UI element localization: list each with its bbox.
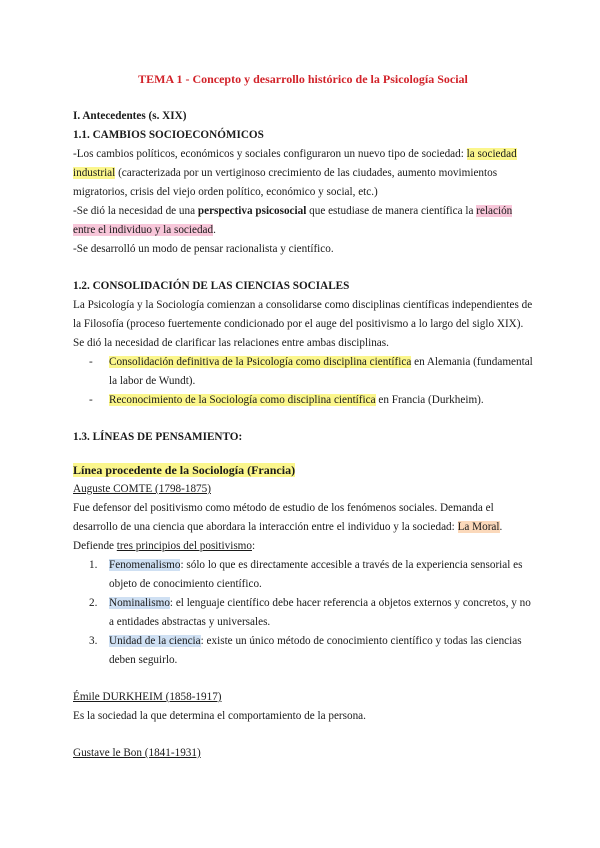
list-item — [73, 556, 533, 594]
highlight-term: Nominalismo — [109, 597, 170, 609]
text: -Los cambios políticos, económicos y sociales configuraron un nuevo tipo de sociedad: — [73, 148, 467, 160]
text: : — [251, 540, 256, 552]
text: -Se dió la necesidad de una — [73, 205, 198, 217]
list-item — [73, 391, 533, 410]
bold-perspectiva: perspectiva psicosocial — [197, 205, 307, 217]
list-number: 1. — [89, 559, 98, 571]
highlight-la-moral: La Moral — [457, 521, 500, 533]
author-comte: Auguste COMTE (1798-1875) — [73, 483, 211, 495]
text: : existe un único método de conocimiento científico y todas las ciencias deben seguirlo. — [109, 635, 522, 666]
principles-list — [73, 556, 533, 670]
list-number: 2. — [89, 597, 98, 609]
paragraph-principios — [73, 537, 533, 556]
text: Fue defensor del positivismo como método de estudio de los fenómenos sociales. Demanda el desarrollo de una ciencia que abordara la interacción entre el individuo y la sociedad: — [73, 502, 494, 533]
highlight-term: Unidad de la ciencia — [109, 635, 201, 647]
list-item — [73, 632, 533, 670]
paragraph-consolidacion: La Psicología y la Sociología comienzan a consolidarse como disciplinas científicas independientes de la Filosofía (proceso fuertemente condicionado por el auge del positivismo a lo largo del siglo XIX). — [73, 299, 533, 330]
highlight-linea-sociologia: Línea procedente de la Sociología (Francia) — [73, 463, 296, 477]
dash-bullet: - — [89, 394, 93, 406]
paragraph-racionalista: -Se desarrolló un modo de pensar racionalista y científico. — [73, 243, 334, 255]
author-le-bon: Gustave le Bon (1841-1931) — [73, 747, 201, 759]
subheading-lineas: 1.3. LÍNEAS DE PENSAMIENTO: — [73, 431, 243, 443]
paragraph-durkheim: Es la sociedad la que determina el comportamiento de la persona. — [73, 710, 366, 722]
highlight-term: Fenomenalismo — [109, 559, 181, 571]
text: que estudiase de manera científica la — [306, 205, 477, 217]
document-content — [73, 70, 533, 763]
paragraph-comte — [73, 499, 533, 537]
underline-tres-principios: tres principios del positivismo — [116, 540, 252, 552]
paragraph-relaciones: Se dió la necesidad de clarificar las relaciones entre ambas disciplinas. — [73, 337, 389, 349]
text: : el lenguaje científico debe hacer referencia a objetos externos y concretos, y no a entidades abstractas y universales. — [109, 597, 531, 628]
subheading-consolidacion: 1.2. CONSOLIDACIÓN DE LAS CIENCIAS SOCIALES — [73, 280, 350, 292]
paragraph-perspectiva — [73, 202, 533, 240]
text: . — [499, 521, 503, 533]
author-durkheim: Émile DURKHEIM (1858-1917) — [73, 691, 222, 703]
highlight-sociologia: Reconocimiento de la Sociología como disciplina científica — [109, 394, 376, 406]
text: en Alemania (fundamental la labor de Wundt). — [109, 356, 533, 387]
document-title: TEMA 1 - Concepto y desarrollo histórico de la Psicología Social — [138, 72, 468, 86]
list-item — [73, 353, 533, 391]
text: : sólo lo que es directamente accesible a través de la experiencia sensorial es objeto de conocimiento científico. — [109, 559, 523, 590]
text: (caracterizada por un vertiginoso crecimiento de las ciudades, aumento movimientos migratorios, crisis del viejo orden político, económico y social, etc.) — [73, 167, 498, 198]
dash-list — [73, 353, 533, 410]
section-heading-antecedentes: I. Antecedentes (s. XIX) — [73, 110, 187, 122]
highlight-relacion: relación entre el individuo y la sociedad — [73, 205, 513, 236]
highlight-psicologia: Consolidación definitiva de la Psicología como disciplina científica — [109, 356, 412, 368]
dash-bullet: - — [89, 356, 93, 368]
paragraph-cambios — [73, 145, 533, 202]
list-number: 3. — [89, 635, 98, 647]
text: Defiende — [73, 540, 117, 552]
text: en Francia (Durkheim). — [375, 394, 484, 406]
line-sociologia-heading — [73, 461, 533, 480]
list-item — [73, 594, 533, 632]
text: . — [213, 224, 216, 236]
subheading-cambios: 1.1. CAMBIOS SOCIOECONÓMICOS — [73, 129, 264, 141]
highlight-sociedad-industrial: la sociedad industrial — [73, 148, 517, 179]
